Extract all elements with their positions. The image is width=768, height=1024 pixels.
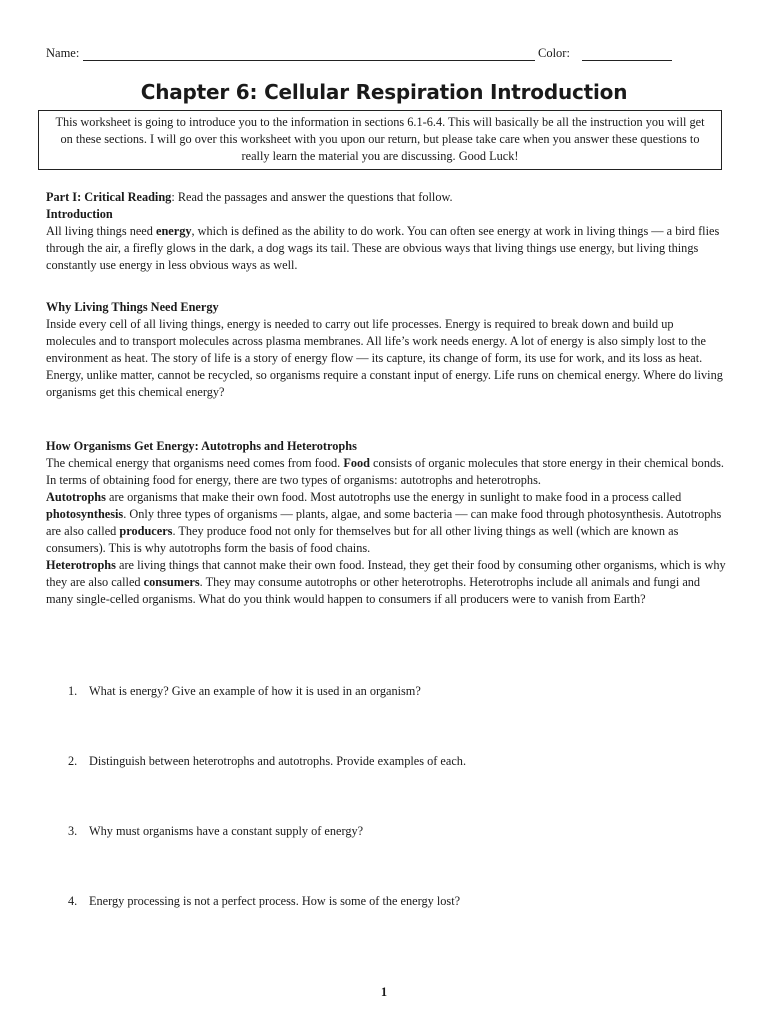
heterotrophs-text-b: . They may consume autotrophs or other heterotrophs. Heterotrophs include all animals and fungi and many single-celled organisms. What do you think would happen to consumers if all producers were to vanish from Earth?	[46, 575, 701, 606]
name-color-line	[46, 46, 726, 66]
question-3	[68, 823, 708, 840]
how-paragraph-food	[46, 455, 726, 489]
term-energy: energy	[155, 224, 192, 238]
how-section	[46, 438, 726, 608]
term-consumers: consumers	[143, 575, 200, 589]
term-autotrophs: Autotrophs	[46, 490, 106, 504]
how-paragraph-heterotrophs	[46, 557, 726, 608]
question-1	[68, 683, 708, 700]
question-text: Distinguish between heterotrophs and autotrophs. Provide examples of each.	[89, 754, 467, 768]
part1-heading: Part I: Critical Reading	[46, 190, 172, 204]
how-paragraph-autotrophs	[46, 489, 726, 557]
question-number: 2.	[68, 754, 78, 768]
introduction-heading: Introduction	[46, 207, 113, 221]
autotrophs-text-b: . Only three types of organisms — plants, algae, and some bacteria — can make food through photosynthesis. Autotrophs are also called	[46, 507, 722, 538]
introduction-paragraph	[46, 223, 726, 274]
how-heading: How Organisms Get Energy: Autotrophs and Heterotrophs	[46, 439, 357, 453]
question-number: 4.	[68, 894, 78, 908]
how-text-a: The chemical energy that organisms need comes from food.	[46, 456, 344, 470]
color-blank	[582, 46, 672, 61]
question-2	[68, 753, 708, 770]
question-4	[68, 893, 708, 910]
autotrophs-text-c: . They produce food not only for themselves but for all other living things as well (which are known as consumers). This is why autotrophs form the basis of food chains.	[46, 524, 679, 555]
why-paragraph: Inside every cell of all living things, energy is needed to carry out life processes. Energy is required to break down and build up molecules and to transport molecules across plasma membranes. All life’s work needs energy. A lot of energy is also simply lost to the environment as heat. The story of life is a story of energy flow — its capture, its change of form, its use for work, and its loss as heat. Energy, unlike matter, cannot be recycled, so organisms require a constant input of energy. Life runs on chemical energy. Where do living organisms get this chemical energy?	[46, 317, 723, 399]
term-producers: producers	[119, 524, 173, 538]
question-text: What is energy? Give an example of how it is used in an organism?	[89, 684, 421, 698]
part1-line	[46, 189, 726, 206]
term-heterotrophs: Heterotrophs	[46, 558, 116, 572]
part1-instruction: : Read the passages and answer the questions that follow.	[171, 190, 453, 204]
introduction-text-b: , which is defined as the ability to do work. You can often see energy at work in living things — a bird flies through the air, a firefly glows in the dark, a dog wags its tail. These are obvious ways that living things use energy, but living things constantly use energy in less obvious ways as well.	[46, 224, 720, 272]
question-text: Why must organisms have a constant supply of energy?	[89, 824, 364, 838]
autotrophs-text-a: are organisms that make their own food. Most autotrophs use the energy in sunlight to make food in a process called	[105, 490, 682, 504]
page-title: Chapter 6: Cellular Respiration Introduction	[140, 80, 628, 104]
why-section	[46, 299, 726, 401]
how-text-b: consists of organic molecules that store energy in their chemical bonds. In terms of obtaining food for energy, there are two types of organisms: autotrophs and heterotrophs.	[46, 456, 724, 487]
name-blank	[83, 46, 535, 61]
term-food: Food	[343, 456, 370, 470]
question-number: 1.	[68, 684, 78, 698]
intro-box: This worksheet is going to introduce you to the information in sections 6.1-6.4. This will basically be all the instruction you will get on these sections. I will go over this worksheet with you upon our return, but please take care when you answer these questions to really learn the material you are discussing. Good Luck!	[38, 110, 722, 170]
name-label: Name:	[46, 46, 80, 60]
page-number: 1	[380, 985, 388, 999]
heterotrophs-text-a: are living things that cannot make their own food. Instead, they get their food by consuming other organisms, which is why they are also called	[46, 558, 726, 589]
question-text: Energy processing is not a perfect process. How is some of the energy lost?	[89, 894, 461, 908]
part1-intro-section	[46, 189, 726, 274]
color-label: Color:	[538, 46, 570, 60]
question-number: 3.	[68, 824, 78, 838]
introduction-text-a: All living things need	[46, 224, 156, 238]
why-heading: Why Living Things Need Energy	[46, 300, 219, 314]
term-photosynthesis: photosynthesis	[46, 507, 124, 521]
